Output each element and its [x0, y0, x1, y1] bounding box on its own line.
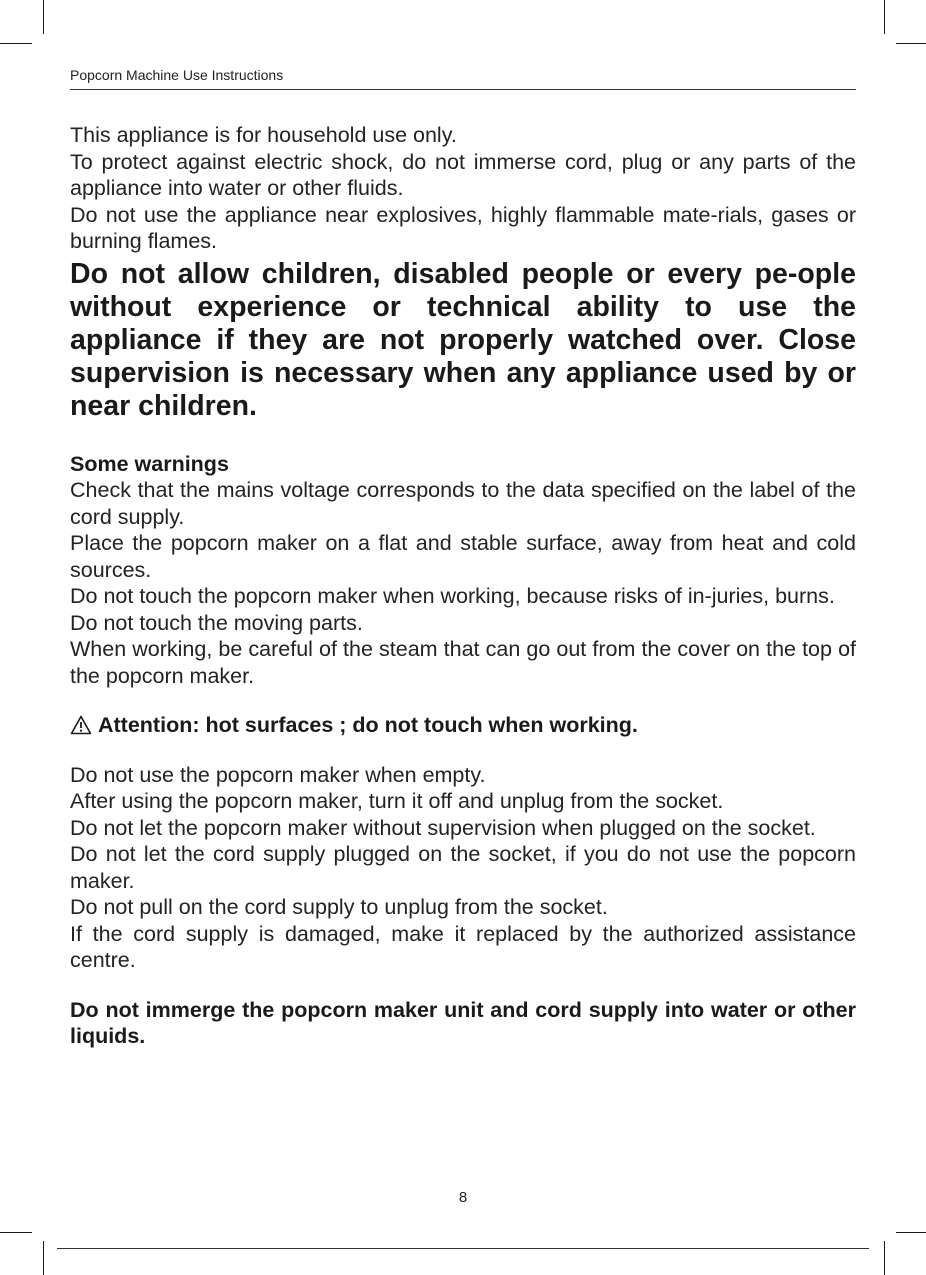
warning-item: When working, be careful of the steam that can go out from the cover on the top of the popcorn maker.	[70, 637, 856, 688]
usage-item: Do not let the cord supply plugged on the socket, if you do not use the popcorn maker.	[70, 842, 856, 893]
crop-mark-top-right	[884, 0, 885, 34]
spacer	[70, 689, 856, 712]
spacer	[70, 423, 856, 451]
intro-paragraph: To protect against electric shock, do not immerse cord, plug or any parts of the appliance into water or other fluids.	[70, 149, 856, 200]
intro-paragraph: Do not use the appliance near explosives, highly flammable mate-rials, gases or burning flames.	[70, 202, 856, 253]
crop-mark-top-left	[43, 0, 44, 34]
usage-item: Do not let the popcorn maker without supervision when plugged on the socket.	[70, 815, 816, 840]
children-warning: Do not allow children, disabled people or every pe-ople without experience or technical ability to use the appliance if they are not properly watched over. Close supervision is necessary when any appliance used by or near children.	[70, 257, 856, 422]
usage-item: After using the popcorn maker, turn it off and unplug from the socket.	[70, 789, 724, 813]
page-content	[70, 122, 856, 1050]
usage-item: If the cord supply is damaged, make it replaced by the authorized assistance centre.	[70, 921, 856, 972]
warning-item: Do not touch the popcorn maker when working, because risks of in-juries, burns.	[70, 584, 835, 608]
final-warning: Do not immerge the popcorn maker unit and cord supply into water or other liquids.	[70, 997, 856, 1048]
page-number: 8	[458, 1189, 468, 1206]
warnings-heading: Some warnings	[70, 451, 229, 476]
warning-triangle-icon	[70, 715, 92, 735]
spacer	[70, 739, 856, 762]
usage-item: Do not use the popcorn maker when empty.	[70, 762, 486, 787]
intro-paragraph: This appliance is for household use only.	[70, 123, 457, 147]
crop-mark-bottom-right-h	[896, 1232, 926, 1233]
crop-mark-bottom-left	[43, 1241, 44, 1275]
warning-item: Check that the mains voltage corresponds to the data specified on the label of the cord supply.	[70, 478, 856, 529]
crop-mark-top-left-h	[0, 43, 32, 44]
warning-item: Place the popcorn maker on a flat and stable surface, away from heat and cold sources.	[70, 531, 856, 582]
attention-notice	[70, 712, 856, 739]
footer-rule	[57, 1248, 869, 1249]
spacer	[70, 974, 856, 997]
usage-item: Do not pull on the cord supply to unplug from the socket.	[70, 895, 608, 919]
page-header	[70, 66, 856, 90]
warning-item: Do not touch the moving parts.	[70, 610, 363, 635]
attention-text: Attention: hot surfaces ; do not touch when working.	[98, 713, 638, 737]
crop-mark-bottom-left-h	[0, 1232, 32, 1233]
crop-mark-top-right-h	[896, 43, 926, 44]
header-title: Popcorn Machine Use Instructions	[70, 67, 284, 83]
crop-mark-bottom-right	[884, 1241, 885, 1275]
